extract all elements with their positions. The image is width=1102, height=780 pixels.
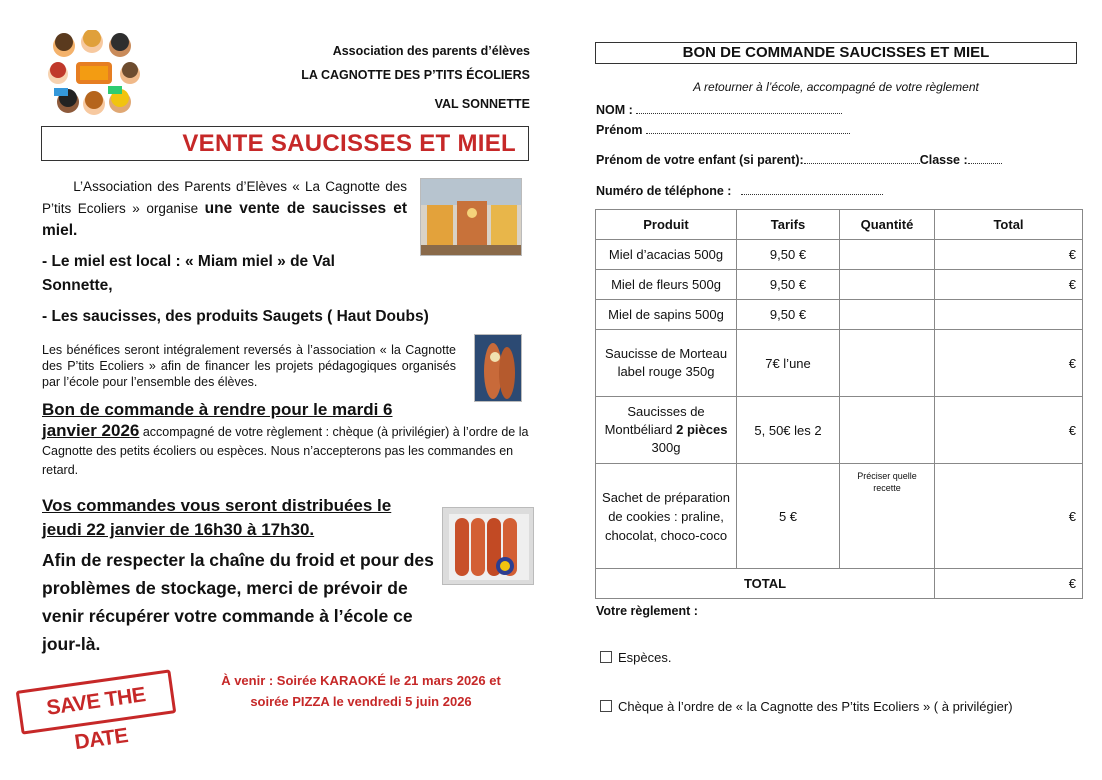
produit-text: Saucisses de Montbéliard xyxy=(604,404,705,437)
total-cell[interactable]: € xyxy=(935,270,1083,300)
cheque-checkbox[interactable] xyxy=(600,700,612,712)
table-row xyxy=(596,270,1083,300)
order-form-title: BON DE COMMANDE SAUCISSES ET MIEL xyxy=(595,42,1077,64)
produit-bold: 2 pièces xyxy=(676,422,728,437)
recette-note: Préciser quelle recette xyxy=(857,471,917,493)
bon-a-rendre-paragraph xyxy=(42,400,530,480)
produit-cell xyxy=(596,397,737,464)
enfant-field[interactable] xyxy=(596,152,1002,167)
save-the-date-stamp: SAVE THE DATE xyxy=(16,669,177,734)
produit-cell: Miel de sapins 500g xyxy=(596,300,737,330)
total-label: TOTAL xyxy=(596,569,935,599)
tarif-cell: 9,50 € xyxy=(737,300,840,330)
total-cell[interactable]: € xyxy=(935,464,1083,569)
assoc-line-3: VAL SONNETTE xyxy=(434,97,530,111)
table-row xyxy=(596,300,1083,330)
upcoming-events xyxy=(190,670,532,712)
assoc-line-2: LA CAGNOTTE DES P’TITS ÉCOLIERS xyxy=(301,68,530,82)
tarif-cell: 9,50 € xyxy=(737,240,840,270)
col-produit: Produit xyxy=(596,210,737,240)
upcoming-line-2: soirée PIZZA le vendredi 5 juin 2026 xyxy=(250,694,472,709)
return-instruction: A retourner à l’école, accompagné de votre règlement xyxy=(693,80,979,94)
distribution-notice: Vos commandes vous seront distribuées le jeudi 22 janvier de 16h30 à 17h30. xyxy=(42,496,392,539)
table-header-row xyxy=(596,210,1083,240)
quantite-cell[interactable] xyxy=(840,240,935,270)
telephone-label: Numéro de téléphone : xyxy=(596,184,732,198)
assoc-line-1: Association des parents d’élèves xyxy=(332,44,530,58)
nom-line[interactable] xyxy=(636,102,842,114)
page-title-box xyxy=(41,126,529,161)
col-total: Total xyxy=(935,210,1083,240)
grand-total-cell[interactable]: € xyxy=(935,569,1083,599)
page-title: VENTE SAUCISSES ET MIEL xyxy=(182,130,516,157)
produit-cell: Saucisse de Morteau label rouge 350g xyxy=(596,330,737,397)
upcoming-line-1: À venir : Soirée KARAOKÉ le 21 mars 2026 et xyxy=(221,673,501,688)
intro-paragraph xyxy=(42,176,407,242)
classe-line[interactable] xyxy=(968,152,1002,164)
prenom-label: Prénom xyxy=(596,123,643,137)
tarif-cell: 9,50 € xyxy=(737,270,840,300)
nom-field[interactable] xyxy=(596,102,842,117)
total-cell[interactable]: € xyxy=(935,397,1083,464)
cheque-label: Chèque à l’ordre de « la Cagnotte des P’tits Ecoliers » ( à privilégier) xyxy=(618,699,1013,714)
produit-cell: Miel d’acacias 500g xyxy=(596,240,737,270)
bon-deadline-line2: janvier 2026 xyxy=(42,421,140,440)
total-row xyxy=(596,569,1083,599)
table-row xyxy=(596,397,1083,464)
prenom-field[interactable] xyxy=(596,122,850,137)
especes-checkbox[interactable] xyxy=(600,651,612,663)
tarif-cell: 5 € xyxy=(737,464,840,569)
honey-shop-photo xyxy=(420,178,522,256)
quantite-cell[interactable] xyxy=(840,464,935,569)
table-row xyxy=(596,464,1083,569)
table-row xyxy=(596,240,1083,270)
saucisses-line: - Les saucisses, des produits Saugets ( Haut Doubs) xyxy=(42,308,429,325)
especes-option[interactable] xyxy=(600,650,671,665)
col-tarifs: Tarifs xyxy=(737,210,840,240)
nom-label: NOM : xyxy=(596,103,633,117)
chaine-du-froid-paragraph: Afin de respecter la chaîne du froid et pour des problèmes de stockage, merci de prévoir de venir récupérer votre commande à l’école ce jour-là. xyxy=(42,550,434,654)
prenom-line[interactable] xyxy=(646,122,850,134)
produit-cell: Miel de fleurs 500g xyxy=(596,270,737,300)
quantite-cell[interactable] xyxy=(840,397,935,464)
enfant-label: Prénom de votre enfant (si parent): xyxy=(596,153,804,167)
classe-label: Classe : xyxy=(919,153,968,167)
association-logo xyxy=(48,30,140,116)
quantite-cell[interactable] xyxy=(840,270,935,300)
especes-label: Espèces. xyxy=(618,650,672,665)
bon-deadline-rest: accompagné de votre règlement : chèque (à privilégier) à l’ordre de la Cagnotte des petits écoliers ou espèces. Nous n’accepterons pas les commandes en retard. xyxy=(42,425,529,477)
total-cell[interactable]: € xyxy=(935,330,1083,397)
telephone-field[interactable] xyxy=(596,183,883,198)
enfant-line[interactable] xyxy=(804,152,920,164)
quantite-cell[interactable] xyxy=(840,300,935,330)
tarif-cell: 5, 50€ les 2 xyxy=(737,397,840,464)
total-cell[interactable] xyxy=(935,300,1083,330)
total-cell[interactable]: € xyxy=(935,240,1083,270)
bon-deadline-line1: Bon de commande à rendre pour le mardi 6 xyxy=(42,400,393,419)
produit-weight: 300g xyxy=(651,440,681,455)
benefices-paragraph: Les bénéfices seront intégralement reversés à l’association « la Cagnotte des P’tits Ecoliers » afin de financer les projets pédagogiques organisés par l’école pour l’ensemble des élèves. xyxy=(42,343,456,389)
cheque-option[interactable] xyxy=(600,699,1013,714)
intro-bold: une vente de saucisses et miel. xyxy=(42,200,407,239)
sausage-photo xyxy=(474,334,522,402)
tarif-cell: 7€ l’une xyxy=(737,330,840,397)
produit-cell: Sachet de préparation de cookies : praline, chocolat, choco-coco xyxy=(596,464,737,569)
quantite-cell[interactable] xyxy=(840,330,935,397)
reglement-label: Votre règlement : xyxy=(596,604,698,618)
table-row xyxy=(596,330,1083,397)
telephone-line[interactable] xyxy=(741,183,883,195)
sausage-tray-photo xyxy=(442,507,534,585)
order-table xyxy=(595,209,1083,599)
intro-text: L’Association des Parents d’Elèves « La Cagnotte des P’tits Ecoliers » organise xyxy=(42,179,407,216)
miel-local-line: - Le miel est local : « Miam miel » de Val Sonnette, xyxy=(42,253,335,294)
col-quantite: Quantité xyxy=(840,210,935,240)
